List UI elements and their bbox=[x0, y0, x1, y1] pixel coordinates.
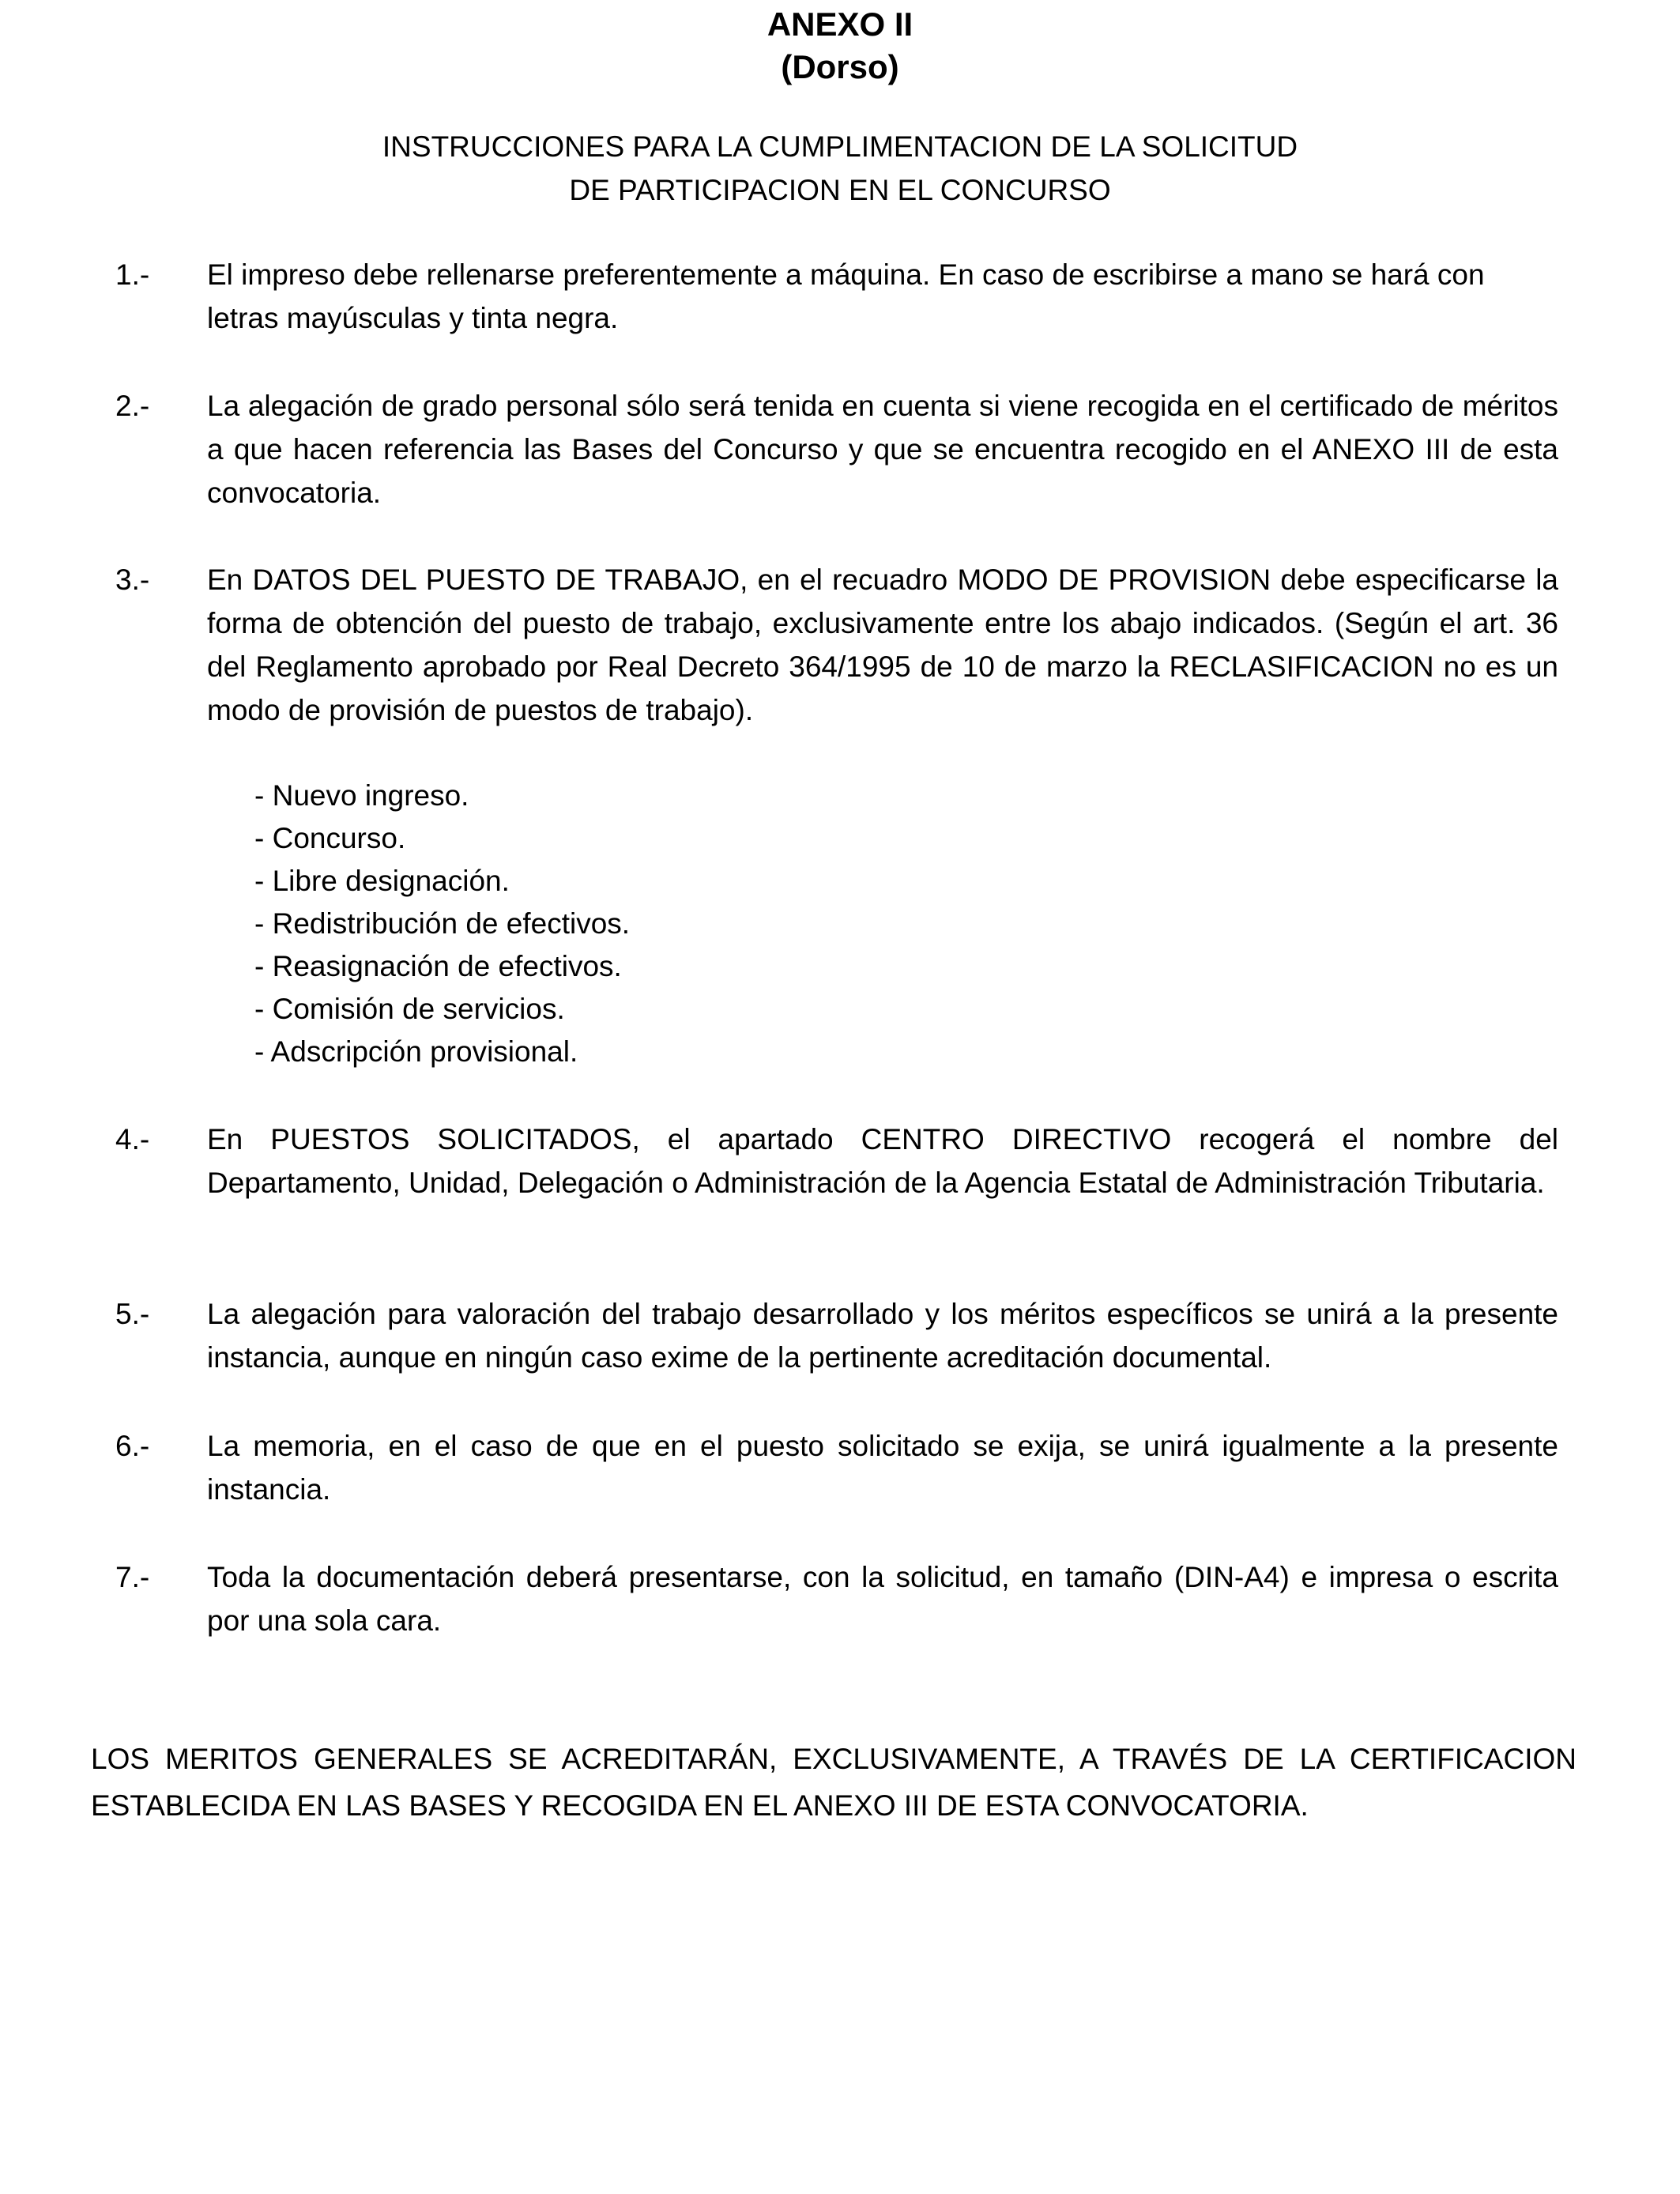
instruction-number: 3.- bbox=[115, 564, 150, 596]
document-subtitle: (Dorso) bbox=[781, 48, 899, 85]
instructions-heading-line1: INSTRUCCIONES PARA LA CUMPLIMENTACION DE LA SOLICITUD bbox=[382, 130, 1298, 163]
instruction-number: 5.- bbox=[115, 1298, 150, 1330]
provision-mode-item: - Concurso. bbox=[254, 822, 406, 854]
instruction-number: 4.- bbox=[115, 1123, 150, 1155]
instruction-number: 7.- bbox=[115, 1561, 150, 1593]
instruction-text: En DATOS DEL PUESTO DE TRABAJO, en el recuadro MODO DE PROVISION debe especificarse la forma de obtención del puesto de trabajo, exclusivamente entre los abajo indicados. (Según el art. 36 del Reglamento aprobado por Real Decreto 364/1995 de 10 de marzo la RECLASIFICACION no es un modo de provisión de puestos de trabajo). bbox=[207, 564, 1558, 726]
provision-mode-item: - Nuevo ingreso. bbox=[254, 779, 469, 812]
provision-mode-item: - Adscripción provisional. bbox=[254, 1035, 578, 1068]
provision-mode-item: - Reasignación de efectivos. bbox=[254, 950, 622, 982]
instruction-text: Toda la documentación deberá presentarse, con la solicitud, en tamaño (DIN-A4) e impresa o escrita por una sola cara. bbox=[207, 1561, 1558, 1637]
instructions-heading-line2: DE PARTICIPACION EN EL CONCURSO bbox=[569, 174, 1111, 206]
provision-mode-item: - Comisión de servicios. bbox=[254, 993, 565, 1025]
instruction-text: La alegación de grado personal sólo será tenida en cuenta si viene recogida en el certificado de méritos a que hacen referencia las Bases del Concurso y que se encuentra recogido en el ANEXO III de esta convocatoria. bbox=[207, 390, 1558, 509]
provision-mode-item: - Redistribución de efectivos. bbox=[254, 907, 631, 940]
instruction-number: 6.- bbox=[115, 1430, 150, 1462]
provision-modes-list bbox=[254, 775, 630, 1073]
instruction-text: En PUESTOS SOLICITADOS, el apartado CENTRO DIRECTIVO recogerá el nombre del Departamento, Unidad, Delegación o Administración de la Agencia Estatal de Administración Tributaria. bbox=[207, 1123, 1558, 1199]
instruction-text: El impreso debe rellenarse preferentemente a máquina. En caso de escribirse a mano se hará con letras mayúsculas y tinta negra. bbox=[207, 258, 1485, 334]
footer-note: LOS MERITOS GENERALES SE ACREDITARÁN, EXCLUSIVAMENTE, A TRAVÉS DE LA CERTIFICACION ESTABLECIDA EN LAS BASES Y RECOGIDA EN EL ANEXO III DE ESTA CONVOCATORIA. bbox=[91, 1743, 1576, 1822]
instruction-text: La alegación para valoración del trabajo desarrollado y los méritos específicos se unirá a la presente instancia, aunque en ningún caso exime de la pertinente acreditación documental. bbox=[207, 1298, 1558, 1374]
instruction-text: La memoria, en el caso de que en el puesto solicitado se exija, se unirá igualmente a la presente instancia. bbox=[207, 1430, 1558, 1506]
instruction-number: 1.- bbox=[115, 258, 150, 291]
document-title: ANEXO II bbox=[767, 6, 913, 43]
provision-mode-item: - Libre designación. bbox=[254, 865, 510, 897]
instruction-number: 2.- bbox=[115, 390, 150, 422]
